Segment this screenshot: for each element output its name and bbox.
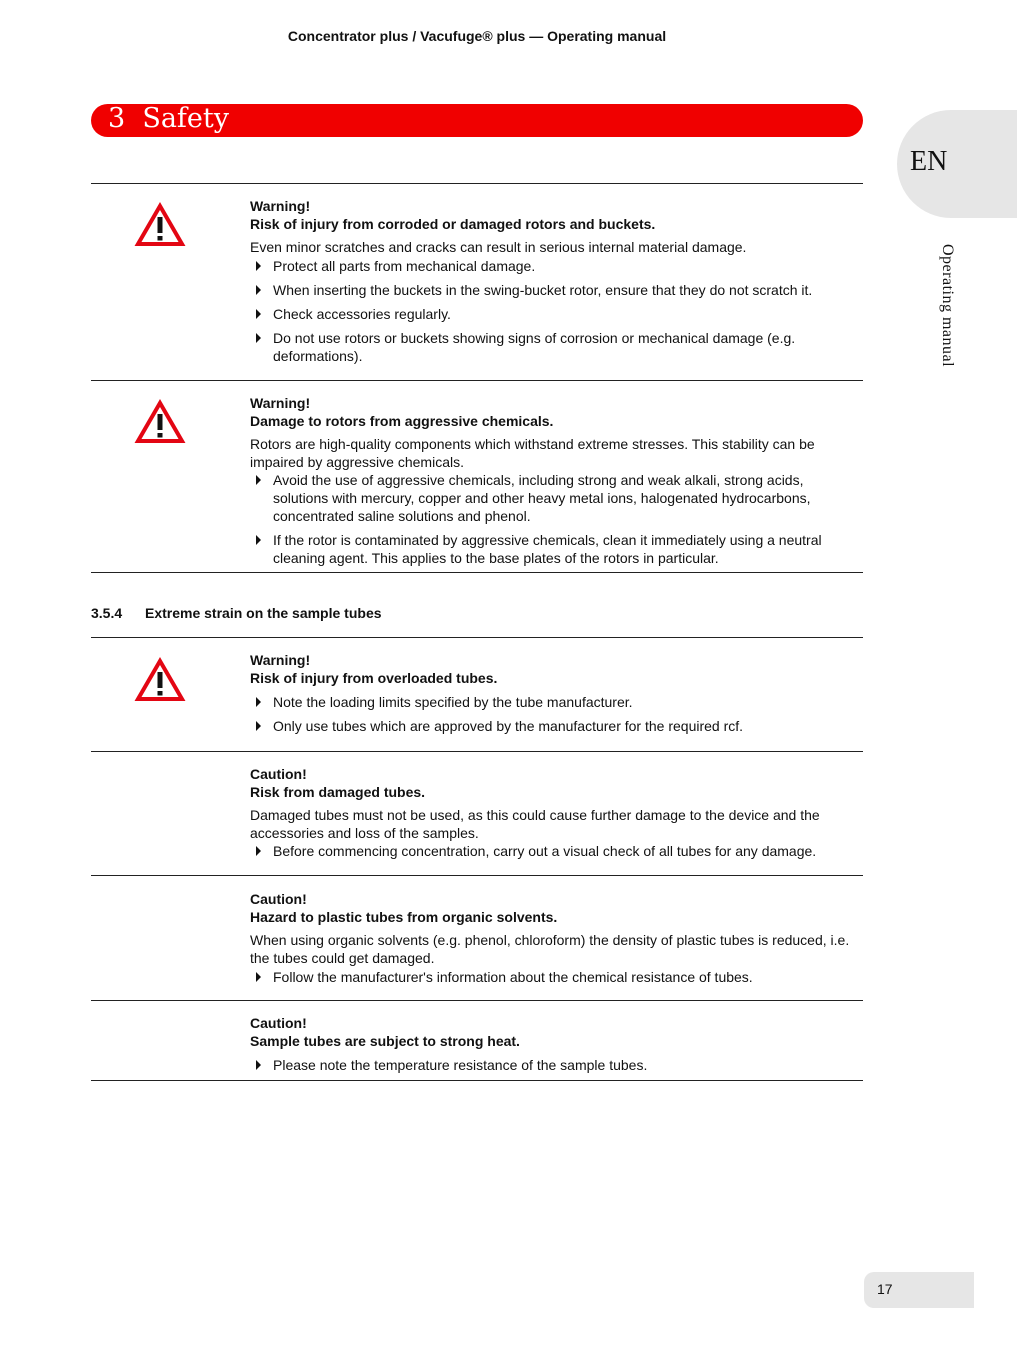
- warning-notice: [250, 394, 862, 567]
- warning-triangle-icon: [135, 400, 185, 444]
- notice-text: Even minor scratches and cracks can result in serious internal material damage.: [250, 239, 747, 255]
- bullet-arrow-icon: [256, 721, 261, 731]
- side-section-label: Operating manual: [939, 244, 956, 368]
- notice-title: Sample tubes are subject to strong heat.: [250, 1033, 520, 1049]
- warning-triangle-icon: [135, 203, 185, 247]
- list-item: [250, 842, 862, 860]
- list-item: [250, 257, 862, 275]
- divider: [91, 751, 863, 752]
- list-item-text: Please note the temperature resistance of the sample tubes.: [273, 1057, 648, 1073]
- list-item: [250, 968, 862, 986]
- caution-notice: [250, 890, 862, 986]
- list-item: [250, 471, 862, 525]
- section-number: 3.5.4: [91, 605, 123, 621]
- list-item: [250, 693, 862, 711]
- bullet-arrow-icon: [256, 697, 261, 707]
- bullet-arrow-icon: [256, 309, 261, 319]
- bullet-arrow-icon: [256, 972, 261, 982]
- notice-title: Risk from damaged tubes.: [250, 784, 426, 800]
- bullet-arrow-icon: [256, 535, 261, 545]
- divider: [91, 875, 863, 876]
- running-header: Concentrator plus / Vacufuge® plus — Operating manual: [287, 28, 667, 44]
- list-item-text: Check accessories regularly.: [273, 306, 451, 322]
- list-item-text: Do not use rotors or buckets showing signs of corrosion or mechanical damage (e.g. deformations).: [273, 330, 796, 364]
- list-item: [250, 1056, 862, 1074]
- caution-notice: [250, 765, 862, 860]
- list-item: [250, 329, 862, 365]
- list-item-text: Avoid the use of aggressive chemicals, including strong and weak alkali, strong acids, solutions with mercury, copper and other heavy metal ions, halogenated hydrocarbons, concentrated saline solutions and phenol.: [273, 472, 811, 524]
- warning-notice: [250, 651, 862, 735]
- bullet-arrow-icon: [256, 261, 261, 271]
- section-heading: [91, 605, 382, 621]
- divider: [91, 380, 863, 381]
- list-item-text: Before commencing concentration, carry out a visual check of all tubes for any damage.: [273, 843, 817, 859]
- bullet-arrow-icon: [256, 333, 261, 343]
- warning-triangle-icon: [135, 658, 185, 702]
- notice-text: Damaged tubes must not be used, as this could cause further damage to the device and the accessories and loss of the samples.: [250, 807, 820, 841]
- list-item: [250, 717, 862, 735]
- list-item: [250, 305, 862, 323]
- warning-notice: [250, 197, 862, 365]
- list-item-text: Follow the manufacturer's information about the chemical resistance of tubes.: [273, 969, 753, 985]
- notice-text: When using organic solvents (e.g. phenol, chloroform) the density of plastic tubes is reduced, i.e. the tubes could get damaged.: [250, 932, 850, 966]
- section-title: Extreme strain on the sample tubes: [145, 605, 382, 621]
- notice-label: Caution!: [250, 891, 307, 907]
- notice-label: Caution!: [250, 1015, 307, 1031]
- bullet-arrow-icon: [256, 285, 261, 295]
- notice-label: Warning!: [250, 652, 311, 668]
- notice-label: Warning!: [250, 198, 311, 214]
- divider: [91, 183, 863, 184]
- notice-title: Hazard to plastic tubes from organic solvents.: [250, 909, 558, 925]
- notice-text: Rotors are high-quality components which withstand extreme stresses. This stability can be impaired by aggressive chemicals.: [250, 436, 815, 470]
- list-item-text: Only use tubes which are approved by the manufacturer for the required rcf.: [273, 718, 744, 734]
- bullet-arrow-icon: [256, 1060, 261, 1070]
- notice-title: Damage to rotors from aggressive chemicals.: [250, 413, 554, 429]
- notice-label: Caution!: [250, 766, 307, 782]
- chapter-banner: [91, 104, 863, 137]
- divider: [91, 637, 863, 638]
- divider: [91, 572, 863, 573]
- language-label: EN: [910, 146, 948, 177]
- bullet-arrow-icon: [256, 475, 261, 485]
- chapter-title: 3 Safety: [108, 103, 230, 134]
- list-item: [250, 281, 862, 299]
- caution-notice: [250, 1014, 862, 1074]
- language-tab: [897, 110, 1017, 218]
- list-item-text: Note the loading limits specified by the tube manufacturer.: [273, 694, 633, 710]
- bullet-arrow-icon: [256, 846, 261, 856]
- page-number: 17: [877, 1281, 893, 1297]
- list-item: [250, 531, 862, 567]
- list-item-text: If the rotor is contaminated by aggressive chemicals, clean it immediately using a neutral cleaning agent. This applies to the base plates of the rotors in particular.: [273, 532, 822, 566]
- notice-title: Risk of injury from overloaded tubes.: [250, 670, 498, 686]
- divider: [91, 1000, 863, 1001]
- notice-title: Risk of injury from corroded or damaged rotors and buckets.: [250, 216, 656, 232]
- notice-label: Warning!: [250, 395, 311, 411]
- divider: [91, 1080, 863, 1081]
- list-item-text: When inserting the buckets in the swing-bucket rotor, ensure that they do not scratch it.: [273, 282, 813, 298]
- page-number-tab: [864, 1272, 974, 1308]
- list-item-text: Protect all parts from mechanical damage.: [273, 258, 536, 274]
